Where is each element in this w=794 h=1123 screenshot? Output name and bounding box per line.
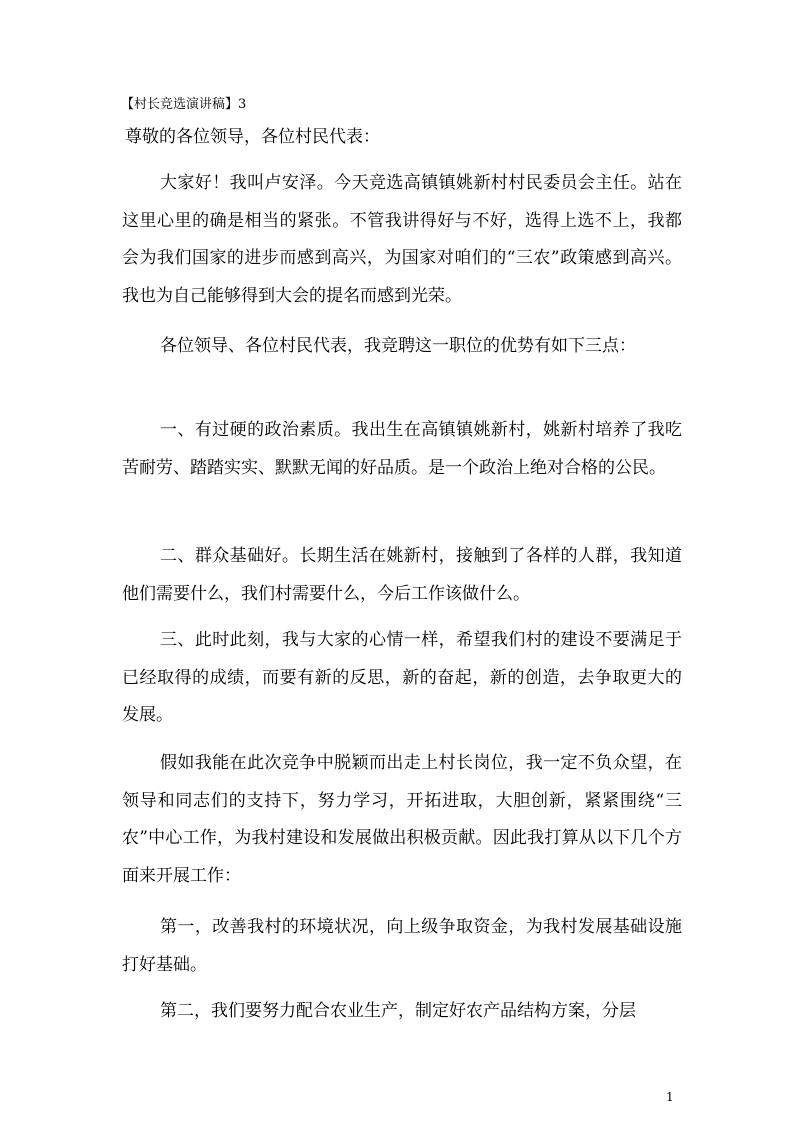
paragraph-commitment: 假如我能在此次竞争中脱颖而出走上村长岗位，我一定不负众望，在领导和同志们的支持下，努力学习，开拓进取，大胆创新，紧紧围绕“三农”中心工作，为我村建设和发展做出积极贡献。因此我打算从以下几个方面来开展工作： xyxy=(122,753,682,886)
paragraph-first-plan: 第一，改善我村的环境状况，向上级争取资金，为我村发展基础设施打好基础。 xyxy=(122,917,682,975)
paragraph-second-plan: 第二，我们要努力配合农业生产，制定好农产品结构方案，分层 xyxy=(160,1001,636,1021)
paragraph-point-two: 二、群众基础好。长期生活在姚新村，接触到了各样的人群，我知道他们需要什么，我们村需要什么，今后工作该做什么。 xyxy=(122,546,682,604)
document-header: 【村长竞选演讲稿】3 xyxy=(121,97,247,112)
greeting: 尊敬的各位领导，各位村民代表： xyxy=(125,127,380,147)
paragraph-intro: 大家好！我叫卢安泽。今天竞选高镇镇姚新村村民委员会主任。站在这里心里的确是相当的紧张。不管我讲得好与不好，选得上选不上，我都会为我们国家的进步而感到高兴，为国家对咱们的“三农”政策感到高兴。我也为自己能够得到大会的提名而感到光荣。 xyxy=(122,173,682,306)
paragraph-point-three: 三、此时此刻，我与大家的心情一样，希望我们村的建设不要满足于已经取得的成绩，而要有新的反思，新的奋起，新的创造，去争取更大的发展。 xyxy=(122,630,682,725)
paragraph-point-one: 一、有过硬的政治素质。我出生在高镇镇姚新村，姚新村培养了我吃苦耐劳、踏踏实实、默默无闻的好品质。是一个政治上绝对合格的公民。 xyxy=(122,420,682,478)
paragraph-advantages-lead: 各位领导、各位村民代表，我竞聘这一职位的优势有如下三点： xyxy=(160,336,636,356)
page-number: 1 xyxy=(666,1090,674,1104)
